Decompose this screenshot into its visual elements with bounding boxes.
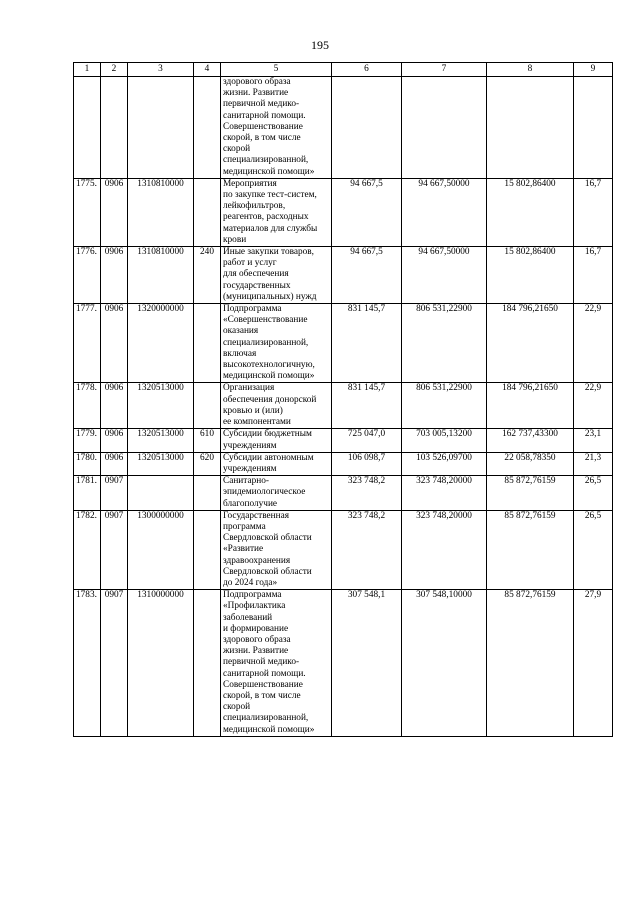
- item-name-line: скорой, в том числе: [223, 133, 301, 144]
- expense-type-cell: [194, 383, 221, 429]
- section-code-cell: 0906: [101, 452, 128, 475]
- approved-amount-cell: 831 145,7: [332, 304, 402, 383]
- section-code-cell: 0907: [101, 510, 128, 589]
- item-name-line: эпидемиологическое: [223, 487, 306, 498]
- percent-cell: 16,7: [574, 247, 613, 304]
- row-number-cell: [74, 77, 101, 179]
- item-name-line: медицинской помощи»: [223, 166, 315, 177]
- table-row: [74, 304, 613, 383]
- revised-amount-cell: [402, 77, 487, 179]
- header-cell: 8: [487, 63, 574, 77]
- target-article-cell: [128, 476, 194, 511]
- item-name-cell: [221, 178, 332, 246]
- item-name-line: первичной медико-: [223, 657, 300, 668]
- item-name-line: Иные закупки товаров,: [223, 247, 315, 258]
- item-name-line: Субсидии автономным: [223, 452, 314, 463]
- item-name-line: «Развитие: [223, 544, 264, 555]
- item-name-line: медицинской помощи»: [223, 371, 315, 382]
- item-name-line: жизни. Развитие: [223, 88, 289, 99]
- header-cell: 2: [101, 63, 128, 77]
- approved-amount-cell: 831 145,7: [332, 383, 402, 429]
- percent-cell: 22,9: [574, 383, 613, 429]
- revised-amount-cell: 103 526,09700: [402, 452, 487, 475]
- item-name-cell: [221, 383, 332, 429]
- item-name-line: «Совершенствование: [223, 315, 308, 326]
- page-number: 195: [311, 38, 329, 52]
- item-name-line: Государственная: [223, 510, 290, 521]
- revised-amount-cell: 323 748,20000: [402, 476, 487, 511]
- row-number-cell: 1776.: [74, 247, 101, 304]
- expense-type-cell: 610: [194, 429, 221, 452]
- revised-amount-cell: 94 667,50000: [402, 178, 487, 246]
- target-article-cell: 1310810000: [128, 247, 194, 304]
- item-name-line: и формирование: [223, 623, 289, 634]
- item-name-line: Совершенствование: [223, 679, 303, 690]
- item-name-cell: [221, 510, 332, 589]
- header-row: [74, 63, 613, 77]
- item-name-line: (муниципальных) нужд: [223, 291, 317, 302]
- item-name-line: первичной медико-: [223, 99, 300, 110]
- row-number-cell: 1775.: [74, 178, 101, 246]
- item-name-line: лейкофильтров,: [223, 201, 286, 212]
- item-name-line: по закупке тест-систем,: [223, 190, 317, 201]
- row-number-cell: 1779.: [74, 429, 101, 452]
- section-code-cell: 0906: [101, 178, 128, 246]
- item-name-line: благополучие: [223, 498, 278, 509]
- section-code-cell: [101, 77, 128, 179]
- item-name-line: санитарной помощи.: [223, 110, 306, 121]
- expense-type-cell: [194, 178, 221, 246]
- table-row: [74, 178, 613, 246]
- revised-amount-cell: 323 748,20000: [402, 510, 487, 589]
- header-cell: 9: [574, 63, 613, 77]
- table-row: [74, 383, 613, 429]
- executed-amount-cell: 85 872,76159: [487, 510, 574, 589]
- row-number-cell: 1780.: [74, 452, 101, 475]
- executed-amount-cell: 15 802,86400: [487, 178, 574, 246]
- item-name-line: до 2024 года»: [223, 577, 278, 588]
- item-name-line: Свердловской области: [223, 566, 312, 577]
- item-name-line: «Профилактика: [223, 601, 286, 612]
- header-cell: 1: [74, 63, 101, 77]
- target-article-cell: 1320513000: [128, 383, 194, 429]
- percent-cell: 23,1: [574, 429, 613, 452]
- expense-type-cell: [194, 304, 221, 383]
- item-name-line: скорой: [223, 702, 251, 713]
- item-name-line: жизни. Развитие: [223, 646, 289, 657]
- item-name-line: здравоохранения: [223, 555, 291, 566]
- section-code-cell: 0907: [101, 476, 128, 511]
- executed-amount-cell: 184 796,21650: [487, 304, 574, 383]
- approved-amount-cell: 725 047,0: [332, 429, 402, 452]
- item-name-line: работ и услуг: [223, 258, 277, 269]
- row-number-cell: 1777.: [74, 304, 101, 383]
- section-code-cell: 0906: [101, 304, 128, 383]
- expense-type-cell: 620: [194, 452, 221, 475]
- expense-type-cell: [194, 510, 221, 589]
- target-article-cell: 1310000000: [128, 590, 194, 737]
- item-name-line: скорой: [223, 144, 251, 155]
- section-code-cell: 0906: [101, 429, 128, 452]
- target-article-cell: 1300000000: [128, 510, 194, 589]
- target-article-cell: 1320000000: [128, 304, 194, 383]
- item-name-line: Совершенствование: [223, 121, 303, 132]
- item-name-line: государственных: [223, 280, 291, 291]
- header-cell: 6: [332, 63, 402, 77]
- revised-amount-cell: 94 667,50000: [402, 247, 487, 304]
- item-name-line: для обеспечения: [223, 269, 289, 280]
- table-row: [74, 590, 613, 737]
- item-name-cell: [221, 247, 332, 304]
- item-name-line: специализированной,: [223, 337, 309, 348]
- table-row: [74, 429, 613, 452]
- revised-amount-cell: 806 531,22900: [402, 304, 487, 383]
- header-cell: 3: [128, 63, 194, 77]
- budget-table: [73, 62, 613, 737]
- item-name-line: Санитарно-: [223, 476, 269, 487]
- item-name-line: обеспечения донорской: [223, 394, 317, 405]
- item-name-line: реагентов, расходных: [223, 212, 309, 223]
- percent-cell: 27,9: [574, 590, 613, 737]
- executed-amount-cell: [487, 77, 574, 179]
- approved-amount-cell: [332, 77, 402, 179]
- percent-cell: 16,7: [574, 178, 613, 246]
- item-name-cell: [221, 77, 332, 179]
- row-number-cell: 1781.: [74, 476, 101, 511]
- approved-amount-cell: 94 667,5: [332, 247, 402, 304]
- target-article-cell: 1320513000: [128, 452, 194, 475]
- revised-amount-cell: 703 005,13200: [402, 429, 487, 452]
- item-name-line: Мероприятия: [223, 178, 277, 189]
- percent-cell: 26,5: [574, 510, 613, 589]
- row-number-cell: 1783.: [74, 590, 101, 737]
- executed-amount-cell: 22 058,78350: [487, 452, 574, 475]
- item-name-line: учреждениям: [223, 463, 277, 474]
- percent-cell: [574, 77, 613, 179]
- approved-amount-cell: 323 748,2: [332, 476, 402, 511]
- item-name-line: кровью и (или): [223, 405, 283, 416]
- table-row: [74, 77, 613, 179]
- table-body: [74, 77, 613, 737]
- item-name-line: Подпрограмма: [223, 590, 282, 601]
- item-name-line: материалов для службы: [223, 223, 318, 234]
- item-name-cell: [221, 304, 332, 383]
- target-article-cell: [128, 77, 194, 179]
- expense-type-cell: [194, 77, 221, 179]
- item-name-line: специализированной,: [223, 155, 309, 166]
- item-name-line: санитарной помощи.: [223, 668, 306, 679]
- percent-cell: 26,5: [574, 476, 613, 511]
- approved-amount-cell: 307 548,1: [332, 590, 402, 737]
- item-name-line: оказания: [223, 326, 259, 337]
- item-name-cell: [221, 429, 332, 452]
- item-name-line: здорового образа: [223, 634, 291, 645]
- row-number-cell: 1782.: [74, 510, 101, 589]
- section-code-cell: 0906: [101, 383, 128, 429]
- target-article-cell: 1320513000: [128, 429, 194, 452]
- target-article-cell: 1310810000: [128, 178, 194, 246]
- table-row: [74, 510, 613, 589]
- approved-amount-cell: 323 748,2: [332, 510, 402, 589]
- item-name-line: заболеваний: [223, 612, 273, 623]
- item-name-line: скорой, в том числе: [223, 690, 301, 701]
- item-name-line: включая: [223, 348, 257, 359]
- expense-type-cell: 240: [194, 247, 221, 304]
- item-name-line: Подпрограмма: [223, 304, 282, 315]
- expense-type-cell: [194, 590, 221, 737]
- item-name-line: специализированной,: [223, 713, 309, 724]
- section-code-cell: 0906: [101, 247, 128, 304]
- item-name-line: программа: [223, 521, 266, 532]
- table-row: [74, 247, 613, 304]
- revised-amount-cell: 307 548,10000: [402, 590, 487, 737]
- executed-amount-cell: 15 802,86400: [487, 247, 574, 304]
- section-code-cell: 0907: [101, 590, 128, 737]
- percent-cell: 22,9: [574, 304, 613, 383]
- executed-amount-cell: 85 872,76159: [487, 590, 574, 737]
- approved-amount-cell: 106 098,7: [332, 452, 402, 475]
- header-cell: 7: [402, 63, 487, 77]
- expense-type-cell: [194, 476, 221, 511]
- approved-amount-cell: 94 667,5: [332, 178, 402, 246]
- item-name-line: Свердловской области: [223, 533, 312, 544]
- item-name-line: Организация: [223, 383, 275, 394]
- item-name-line: здорового образа: [223, 77, 291, 87]
- table-row: [74, 476, 613, 511]
- item-name-line: крови: [223, 234, 247, 245]
- item-name-line: Субсидии бюджетным: [223, 429, 312, 440]
- item-name-cell: [221, 590, 332, 737]
- header-cell: 5: [221, 63, 332, 77]
- executed-amount-cell: 162 737,43300: [487, 429, 574, 452]
- item-name-cell: [221, 476, 332, 511]
- percent-cell: 21,3: [574, 452, 613, 475]
- item-name-line: медицинской помощи»: [223, 724, 315, 735]
- item-name-line: ее компонентами: [223, 417, 291, 428]
- row-number-cell: 1778.: [74, 383, 101, 429]
- executed-amount-cell: 85 872,76159: [487, 476, 574, 511]
- header-cell: 4: [194, 63, 221, 77]
- executed-amount-cell: 184 796,21650: [487, 383, 574, 429]
- item-name-line: учреждениям: [223, 440, 277, 451]
- revised-amount-cell: 806 531,22900: [402, 383, 487, 429]
- item-name-cell: [221, 452, 332, 475]
- table-row: [74, 452, 613, 475]
- item-name-line: высокотехнологичную,: [223, 360, 315, 371]
